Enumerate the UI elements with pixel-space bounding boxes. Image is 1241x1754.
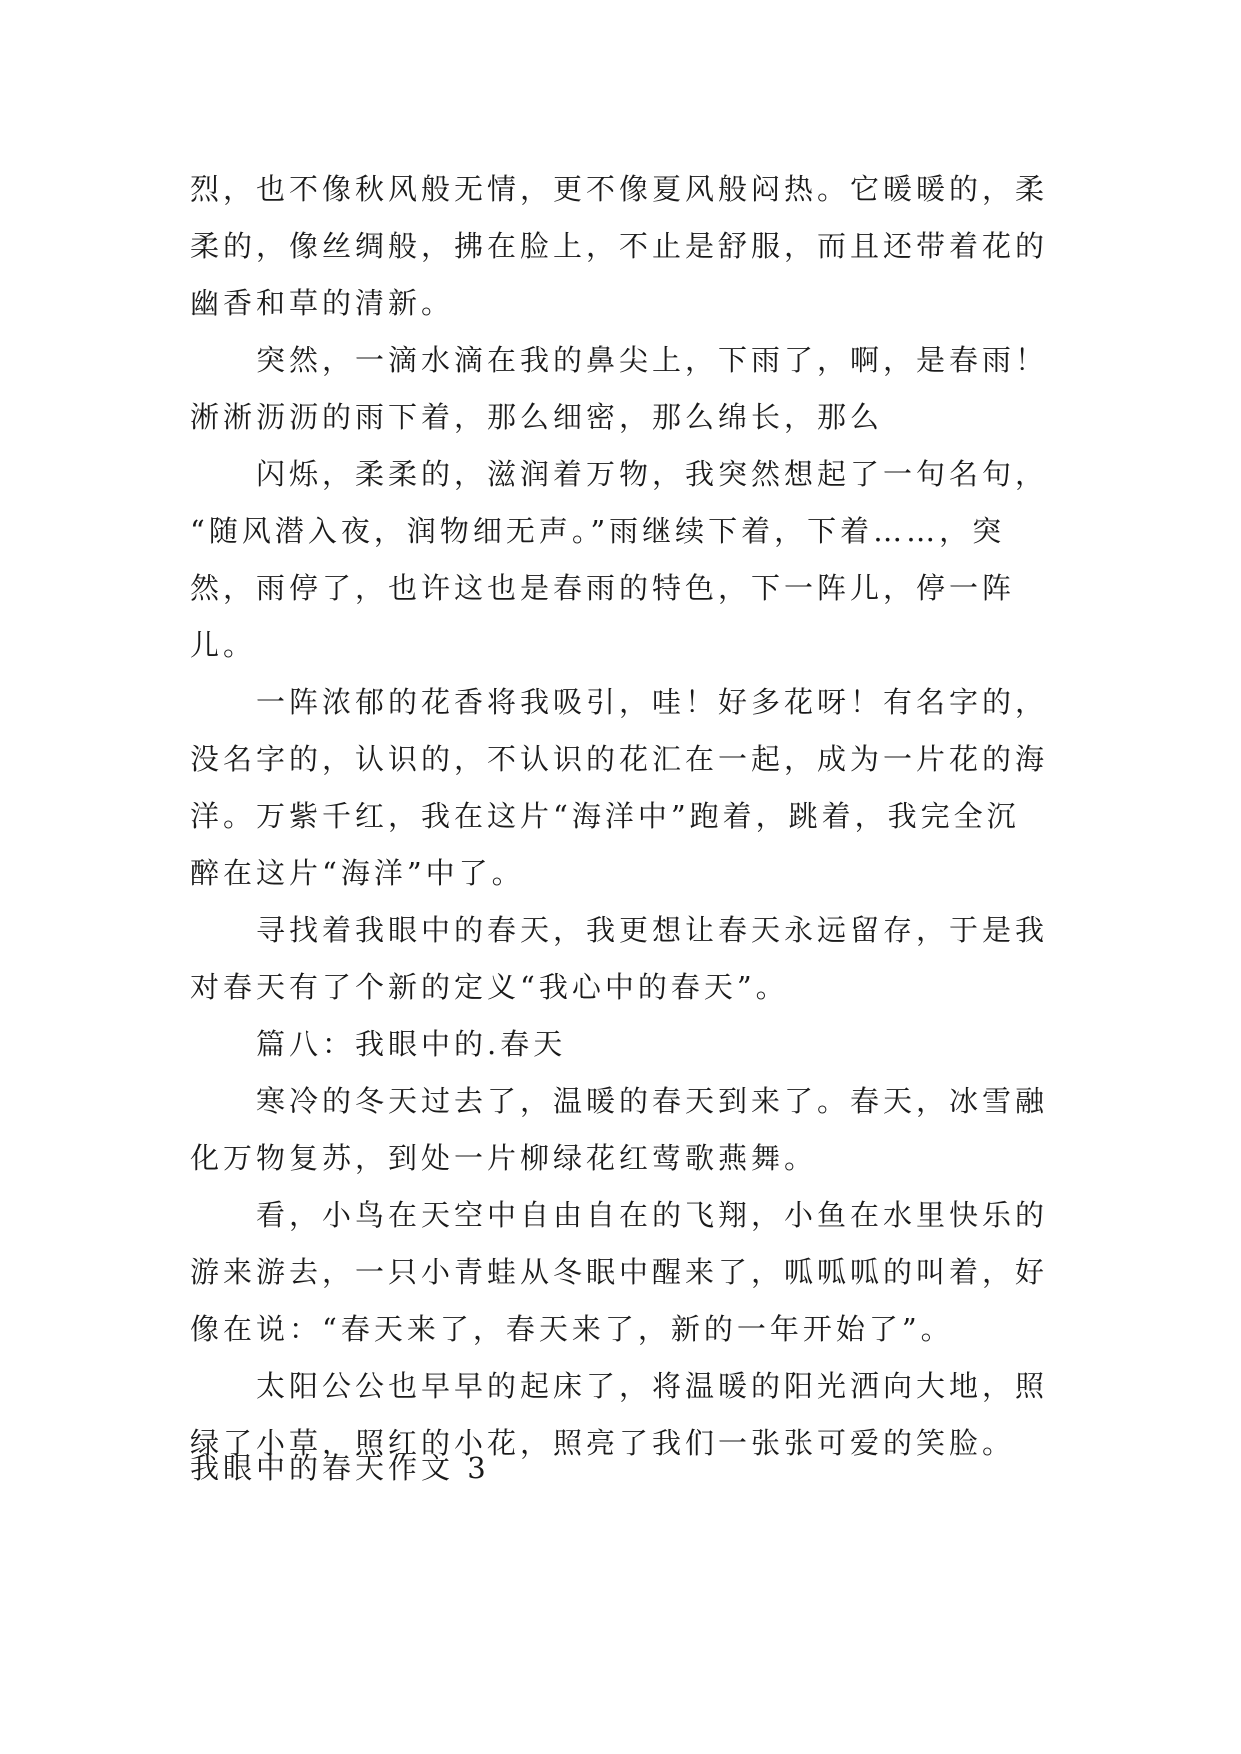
text-line: 化万物复苏，到处一片柳绿花红莺歌燕舞。 (190, 1141, 818, 1175)
text-line: 洋。万紫千红，我在这片“海洋中”跑着，跳着，我完全沉 (190, 799, 1020, 833)
section-title: 我眼中的春天作文 3 (190, 1451, 490, 1485)
text-line: 像在说：“春天来了，春天来了，新的一年开始了”。 (190, 1312, 954, 1346)
text-line: 没名字的，认识的，不认识的花汇在一起，成为一片花的海 (190, 742, 1049, 776)
text-line: 寻找着我眼中的春天，我更想让春天永远留存，于是我 (256, 913, 1049, 947)
text-line: 淅淅沥沥的雨下着，那么细密，那么绵长，那么 (190, 400, 884, 434)
text-line: 一阵浓郁的花香将我吸引，哇！好多花呀！有名字的， (256, 685, 1049, 719)
text-line: 看，小鸟在天空中自由自在的飞翔，小鱼在水里快乐的 (256, 1198, 1049, 1232)
text-line: 篇八：我眼中的.春天 (256, 1027, 567, 1061)
body-text (190, 161, 1070, 1472)
paragraph (190, 674, 1070, 902)
text-line: 幽香和草的清新。 (190, 286, 455, 320)
text-line: 突然，一滴水滴在我的鼻尖上，下雨了，啊，是春雨！ (256, 343, 1049, 377)
text-line: 太阳公公也早早的起床了，将温暖的阳光洒向大地，照 (256, 1369, 1049, 1403)
paragraph (190, 446, 1070, 674)
text-line: 对春天有了个新的定义“我心中的春天”。 (190, 970, 789, 1004)
text-line: 绿了小草，照红的小花，照亮了我们一张张可爱的笑脸。 (190, 1426, 1016, 1460)
subheading (190, 1016, 1070, 1073)
text-line: 闪烁，柔柔的，滋润着万物，我突然想起了一句名句， (256, 457, 1049, 491)
text-line: 烈，也不像秋风般无情，更不像夏风般闷热。它暖暖的，柔 (190, 172, 1049, 206)
text-line: “随风潜入夜，润物细无声。”雨继续下着，下着……，突 (190, 514, 1006, 548)
paragraph (190, 161, 1070, 332)
paragraph (190, 1073, 1070, 1187)
paragraph (190, 902, 1070, 1016)
paragraph (190, 332, 1070, 446)
text-line: 柔的，像丝绸般，拂在脸上，不止是舒服，而且还带着花的 (190, 229, 1049, 263)
text-line: 寒冷的冬天过去了，温暖的春天到来了。春天，冰雪融 (256, 1084, 1049, 1118)
text-line: 然，雨停了，也许这也是春雨的特色，下一阵儿，停一阵儿。 (190, 571, 1016, 662)
paragraph (190, 1187, 1070, 1358)
text-line: 醉在这片“海洋”中了。 (190, 856, 525, 890)
text-line: 游来游去，一只小青蛙从冬眠中醒来了，呱呱呱的叫着，好 (190, 1255, 1049, 1289)
